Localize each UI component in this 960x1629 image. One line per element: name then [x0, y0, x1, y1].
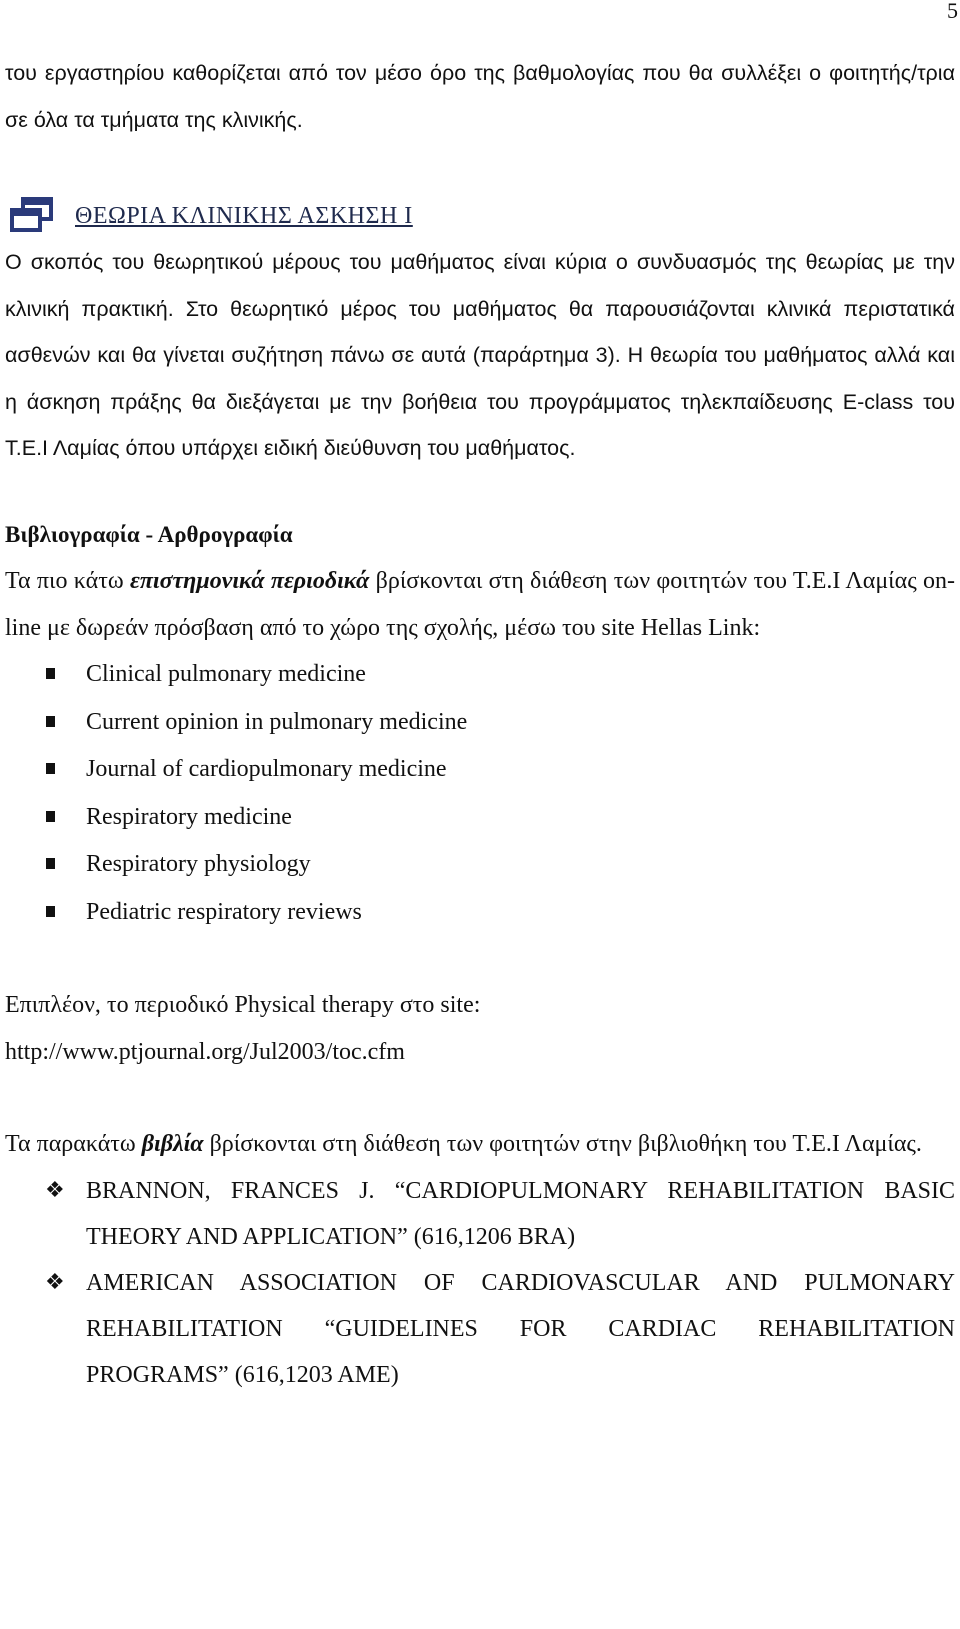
bibliography-heading: Βιβλιογραφία - Αρθρογραφία — [5, 521, 293, 547]
journal-title: Respiratory physiology — [86, 851, 311, 877]
journal-title: Pediatric respiratory reviews — [86, 898, 362, 925]
document-body — [5, 50, 955, 1398]
journal-title: Clinical pulmonary medicine — [86, 661, 366, 687]
square-bullet-icon — [46, 906, 55, 917]
list-item — [5, 746, 955, 794]
journal-title: Respiratory medicine — [86, 803, 292, 830]
journals-intro-a: Τα πιο κάτω — [5, 568, 124, 594]
extra-journal-line: Επιπλέον, το περιοδικό Physical therapy στο site: — [5, 992, 481, 1018]
journals-intro — [5, 558, 955, 651]
list-item — [5, 1168, 955, 1260]
journal-title: Journal of cardiopulmonary medicine — [86, 756, 447, 782]
book-entry: AMERICAN ASSOCIATION OF CARDIOVASCULAR AND PULMONARY REHABILITATION “GUIDELINES FOR CARDIAC REHABILITATION PROGRAMS” (616,1203 AME) — [86, 1269, 955, 1388]
list-item — [5, 889, 955, 937]
theory-text-2: Η θεωρία του μαθήματος αλλά και η άσκηση πράξης θα διεξάγεται με την βοήθεια του προγράμματος τηλεκπαίδευσης E-class του Τ.Ε.Ι Λαμίας όπου υπάρχει ειδική διεύθυνση του μαθήματος. — [5, 343, 955, 460]
journals-intro-b: βρίσκονται στη διάθεση των φοιτητών του Τ.Ε.Ι Λαμίας on-line με δωρεάν πρόσβαση από το χώρο της σχολής, μέσω του site Hellas Link: — [5, 568, 956, 641]
theory-paragraph-1 — [5, 239, 955, 472]
square-bullet-icon — [46, 858, 55, 869]
books-intro-emphasis: βιβλία — [141, 1131, 204, 1157]
list-item — [5, 841, 955, 889]
square-bullet-icon — [46, 763, 55, 774]
book-list — [5, 1168, 955, 1398]
intro-paragraph: του εργαστηρίου καθορίζεται από τον μέσο όρο της βαθμολογίας που θα συλλέξει ο φοιτητής/τρια σε όλα τα τμήματα της κλινικής. — [5, 61, 955, 132]
list-item — [5, 794, 955, 842]
journals-intro-emphasis: επιστημονικά περιοδικά — [129, 568, 370, 594]
theory-heading-row — [5, 193, 955, 239]
extra-journal-url[interactable]: http://www.ptjournal.org/Jul2003/toc.cfm — [5, 1038, 405, 1065]
diamond-bullet-icon: ❖ — [45, 1269, 65, 1295]
journal-title: Current opinion in pulmonary medicine — [86, 708, 468, 735]
theory-text-1: Ο σκοπός του θεωρητικού μέρους του μαθήματος είναι κύρια ο συνδυασμός της θεωρίας με την κλινική πρακτική. Στο θεωρητικό μέρος του μαθήματος θα παρουσιάζονται κλινικά περιστατικά ασθενών και θα γίνεται συζήτηση πάνω σε αυτά (παράρτημα 3). — [5, 250, 955, 367]
square-bullet-icon — [46, 668, 55, 679]
books-intro-b: βρίσκονται στη διάθεση των φοιτητών στην βιβλιοθήκη του Τ.Ε.Ι Λαμίας. — [209, 1131, 922, 1157]
windows-icon — [9, 197, 55, 235]
list-item — [5, 651, 955, 699]
books-intro-a: Τα παρακάτω — [5, 1131, 136, 1157]
theory-heading: ΘΕΩΡΙΑ ΚΛΙΝΙΚΗΣ ΑΣΚΗΣΗ Ι — [75, 202, 413, 229]
journal-list — [5, 651, 955, 936]
page-number: 5 — [947, 0, 958, 23]
list-item — [5, 1260, 955, 1398]
books-intro — [5, 1121, 955, 1168]
diamond-bullet-icon: ❖ — [45, 1177, 65, 1203]
square-bullet-icon — [46, 811, 55, 822]
spacer — [5, 936, 955, 982]
list-item — [5, 699, 955, 747]
spacer — [5, 1075, 955, 1121]
book-entry: BRANNON, FRANCES J. “CARDIOPULMONARY REHABILITATION BASIC THEORY AND APPLICATION” (616,1206 BRA) — [86, 1177, 955, 1250]
square-bullet-icon — [46, 716, 55, 727]
